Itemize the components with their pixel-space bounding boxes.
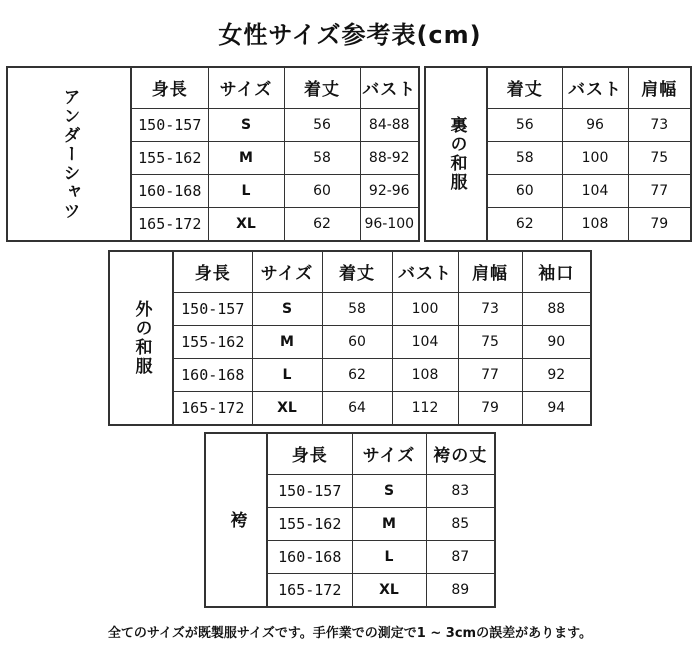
table-cell: 64 (322, 391, 392, 424)
table-cell: S (208, 108, 284, 141)
page-title: 女性サイズ参考表(cm) (218, 21, 482, 49)
table-cell: 108 (562, 207, 628, 240)
table-cell: 84-88 (360, 108, 418, 141)
table-row (268, 540, 494, 573)
table-cell: 79 (458, 391, 522, 424)
table-cell: 160-168 (268, 540, 352, 573)
table-cell: M (252, 325, 322, 358)
table-cell: 79 (628, 207, 690, 240)
table-cell: 60 (284, 174, 360, 207)
table-cell: 104 (562, 174, 628, 207)
table-cell: L (252, 358, 322, 391)
inner-kimono-label (426, 68, 488, 240)
table-cell: 108 (392, 358, 458, 391)
table-cell: 160-168 (132, 174, 208, 207)
column-header: 身長 (174, 252, 252, 292)
table-cell: 155-162 (132, 141, 208, 174)
table-cell: 62 (488, 207, 562, 240)
table-cell: 60 (322, 325, 392, 358)
table-cell: 77 (458, 358, 522, 391)
table-row (268, 507, 494, 540)
column-header: 着丈 (284, 68, 360, 108)
table-cell: 100 (562, 141, 628, 174)
table-cell: S (352, 474, 426, 507)
table-row (488, 108, 690, 141)
table-cell: 112 (392, 391, 458, 424)
column-header: 肩幅 (458, 252, 522, 292)
undershirt-size-table (132, 68, 418, 240)
table-cell: 92-96 (360, 174, 418, 207)
table-cell: 89 (426, 573, 494, 606)
table-cell: 104 (392, 325, 458, 358)
table-row (174, 391, 590, 424)
table-cell: 75 (458, 325, 522, 358)
table-row (268, 474, 494, 507)
table-cell: 60 (488, 174, 562, 207)
inner-kimono-size-block (424, 66, 692, 242)
hakama-label-text: 袴 (226, 510, 247, 530)
table-cell: 75 (628, 141, 690, 174)
table-cell: 62 (284, 207, 360, 240)
outer-kimono-size-block (108, 250, 592, 426)
outer-kimono-size-table (174, 252, 590, 424)
undershirt-size-block (6, 66, 420, 242)
column-header: サイズ (252, 252, 322, 292)
table-cell: 90 (522, 325, 590, 358)
column-header: 身長 (268, 434, 352, 474)
inner-kimono-label-text: 裏の和服 (446, 116, 467, 192)
table-cell: L (352, 540, 426, 573)
column-header: バスト (360, 68, 418, 108)
table-row (488, 141, 690, 174)
table-cell: 155-162 (174, 325, 252, 358)
table-cell: XL (208, 207, 284, 240)
hakama-size-block (204, 432, 496, 608)
column-header: 袖口 (522, 252, 590, 292)
column-header: バスト (392, 252, 458, 292)
table-cell: 165-172 (174, 391, 252, 424)
table-row (174, 325, 590, 358)
column-header: サイズ (352, 434, 426, 474)
inner-kimono-size-table (488, 68, 690, 240)
table-cell: L (208, 174, 284, 207)
table-cell: XL (252, 391, 322, 424)
table-cell: M (208, 141, 284, 174)
table-cell: XL (352, 573, 426, 606)
table-row (132, 141, 418, 174)
table-cell: 96 (562, 108, 628, 141)
table-row (132, 207, 418, 240)
undershirt-label-text: アンダーシャツ (59, 87, 80, 221)
column-header: 身長 (132, 68, 208, 108)
table-cell: 94 (522, 391, 590, 424)
hakama-label (206, 434, 268, 606)
table-cell: 150-157 (268, 474, 352, 507)
table-cell: M (352, 507, 426, 540)
table-cell: 73 (458, 292, 522, 325)
table-row (268, 573, 494, 606)
column-header: バスト (562, 68, 628, 108)
table-cell: 77 (628, 174, 690, 207)
column-header: 袴の丈 (426, 434, 494, 474)
table-cell: 85 (426, 507, 494, 540)
table-cell: 150-157 (132, 108, 208, 141)
table-cell: 100 (392, 292, 458, 325)
table-cell: 58 (322, 292, 392, 325)
column-header: 着丈 (488, 68, 562, 108)
table-cell: 73 (628, 108, 690, 141)
table-cell: 165-172 (132, 207, 208, 240)
table-row (132, 174, 418, 207)
table-cell: 160-168 (174, 358, 252, 391)
table-cell: 155-162 (268, 507, 352, 540)
column-header: 肩幅 (628, 68, 690, 108)
undershirt-label (8, 68, 132, 240)
outer-kimono-label-text: 外の和服 (131, 300, 152, 376)
table-row (174, 292, 590, 325)
table-cell: S (252, 292, 322, 325)
table-row (132, 108, 418, 141)
column-header: サイズ (208, 68, 284, 108)
table-cell: 88-92 (360, 141, 418, 174)
table-cell: 56 (284, 108, 360, 141)
table-cell: 150-157 (174, 292, 252, 325)
table-cell: 88 (522, 292, 590, 325)
measurement-note: 全てのサイズが既製服サイズです。手作業での測定で1 ~ 3cmの誤差があります。 (107, 626, 593, 641)
table-cell: 96-100 (360, 207, 418, 240)
table-row (174, 358, 590, 391)
table-cell: 87 (426, 540, 494, 573)
table-cell: 165-172 (268, 573, 352, 606)
table-cell: 58 (284, 141, 360, 174)
table-cell: 92 (522, 358, 590, 391)
table-row (488, 207, 690, 240)
table-row (488, 174, 690, 207)
table-cell: 58 (488, 141, 562, 174)
outer-kimono-label (110, 252, 174, 424)
hakama-size-table (268, 434, 494, 606)
column-header: 着丈 (322, 252, 392, 292)
table-cell: 62 (322, 358, 392, 391)
table-cell: 56 (488, 108, 562, 141)
table-cell: 83 (426, 474, 494, 507)
